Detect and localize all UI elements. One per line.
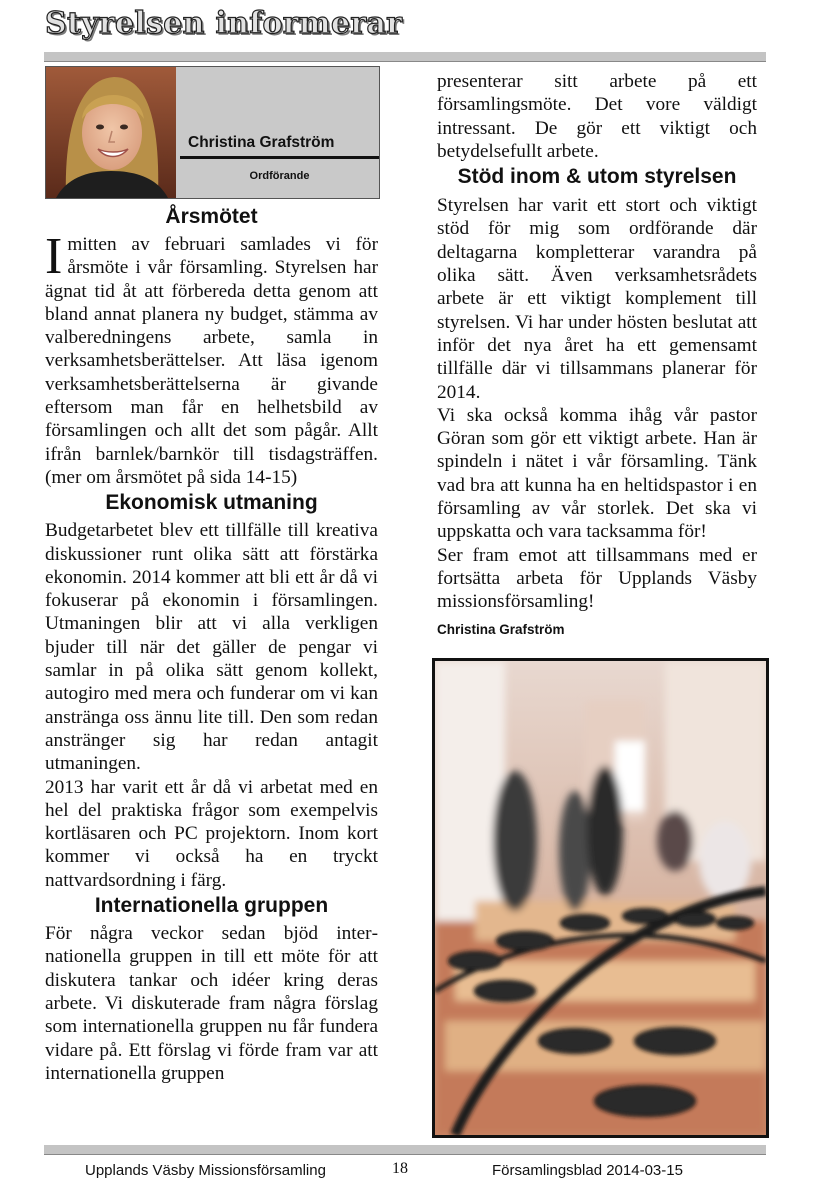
top-rule	[44, 52, 766, 61]
paragraph-stod-1: Styrelsen har varit ett stort och viktigt stöd för mig som ordförande där deltagarna kompletterar varandra på olika sätt. Även verksamhetsrådets arbete är ett viktigt komplement till styrelsen. Vi har under hösten beslutat att inför det nya året ha ett gemensamt tillfälle där vi tillsammans planerar för 2014.	[437, 195, 757, 403]
bottom-rule	[44, 1145, 766, 1154]
left-column	[45, 203, 378, 1085]
paragraph-ekonomi-1: Budgetarbetet blev ett tillfälle till kreativa diskussioner runt olika sätt att förstärka ekonomin. 2014 kommer att bli ett år då vi fokuserar på ekonomin i församlingen. Utmaningen blir att vi alla verkligen bjuder till när det gäller de pengar vi samlar in på olika sätt genom kollekt, autogiro med mera och funderar om vi kan anstränga oss ännu lite till. Den som redan anstränger sig har redan antagit utmaningen.	[45, 520, 378, 775]
masthead-title: Styrelsen informerar	[45, 6, 403, 41]
heading-ekonomisk-utmaning: Ekonomisk utmaning	[105, 491, 318, 515]
top-rule-line	[44, 61, 766, 62]
paragraph-ekonomi-2: 2013 har varit ett år då vi arbetat med en hel del praktiska frågor som exempelvis kortläsaren och PC projektorn. Inom kort kommer vi också ha en tryckt nattvardsordning i färg.	[45, 776, 378, 891]
right-column	[437, 70, 757, 637]
arsmotet-text: mitten av februari samlades vi för årsmöte i vår församling. Styrelsen har ägnat tid åt att förbereda detta genom att bland annat planera ny budget, stämma av valberedningens arbete, samla in verksamhetsberättelser. Att läsa igenom verksamhetsberättelserna är givande eftersom man får en helhetsbild av församlingen och allt det som pågår. Allt ifrån barnlek/barnkör till tisdagsträffen. (mer om årsmötet på sida 14-15)	[45, 234, 378, 488]
paragraph-stod-2: Vi ska också komma ihåg vår pastor Göran som gör ett viktigt arbete. Han är spindeln i nätet i vår församling. Tänk vad bra att kunna ha en heltidspastor i en församling av vår storlek. Det ska vi uppskatta och vara tacksamma för!	[437, 404, 757, 543]
profile-role: Ordförande	[249, 170, 310, 182]
paragraph-arsmotet	[45, 228, 378, 489]
paragraph-stod-3: Ser fram emot att tillsammans med er fortsätta arbeta för Upplands Väsby missionsförsamling!	[437, 544, 757, 613]
signature: Christina Grafström	[437, 621, 565, 637]
dropcap: I	[45, 228, 63, 285]
paragraph-continuation: presenterar sitt arbete på ett församlingsmöte. Det vore väldigt intressant. De gör ett viktigt och betydelsefullt arbete.	[437, 71, 757, 162]
heading-arsmotet: Årsmötet	[165, 205, 258, 228]
heading-stod: Stöd inom & utom styrelsen	[457, 165, 737, 189]
profile-name: Christina Grafström	[188, 134, 335, 151]
footer-organization: Upplands Väsby Missionsförsamling	[85, 1162, 326, 1179]
church-candelabra-photo-icon	[432, 658, 769, 1138]
heading-internationella-gruppen: Internationella gruppen	[94, 894, 329, 918]
profile-box	[45, 66, 380, 199]
footer-issue-date: Församlingsblad 2014-03-15	[492, 1162, 683, 1179]
footer-page-number: 18	[392, 1160, 408, 1177]
paragraph-internationella: För några veckor sedan bjöd internationella gruppen in till ett möte för att diskutera tankar och idéer kring deras arbete. Vi diskuterade fram några förslag som internationella gruppen nu får fundera vidare på. Ett förslag vi förde fram var att internationella gruppen	[45, 923, 378, 1084]
portrait-photo-icon	[46, 67, 176, 198]
bottom-rule-line	[44, 1154, 766, 1155]
profile-divider	[180, 156, 379, 159]
